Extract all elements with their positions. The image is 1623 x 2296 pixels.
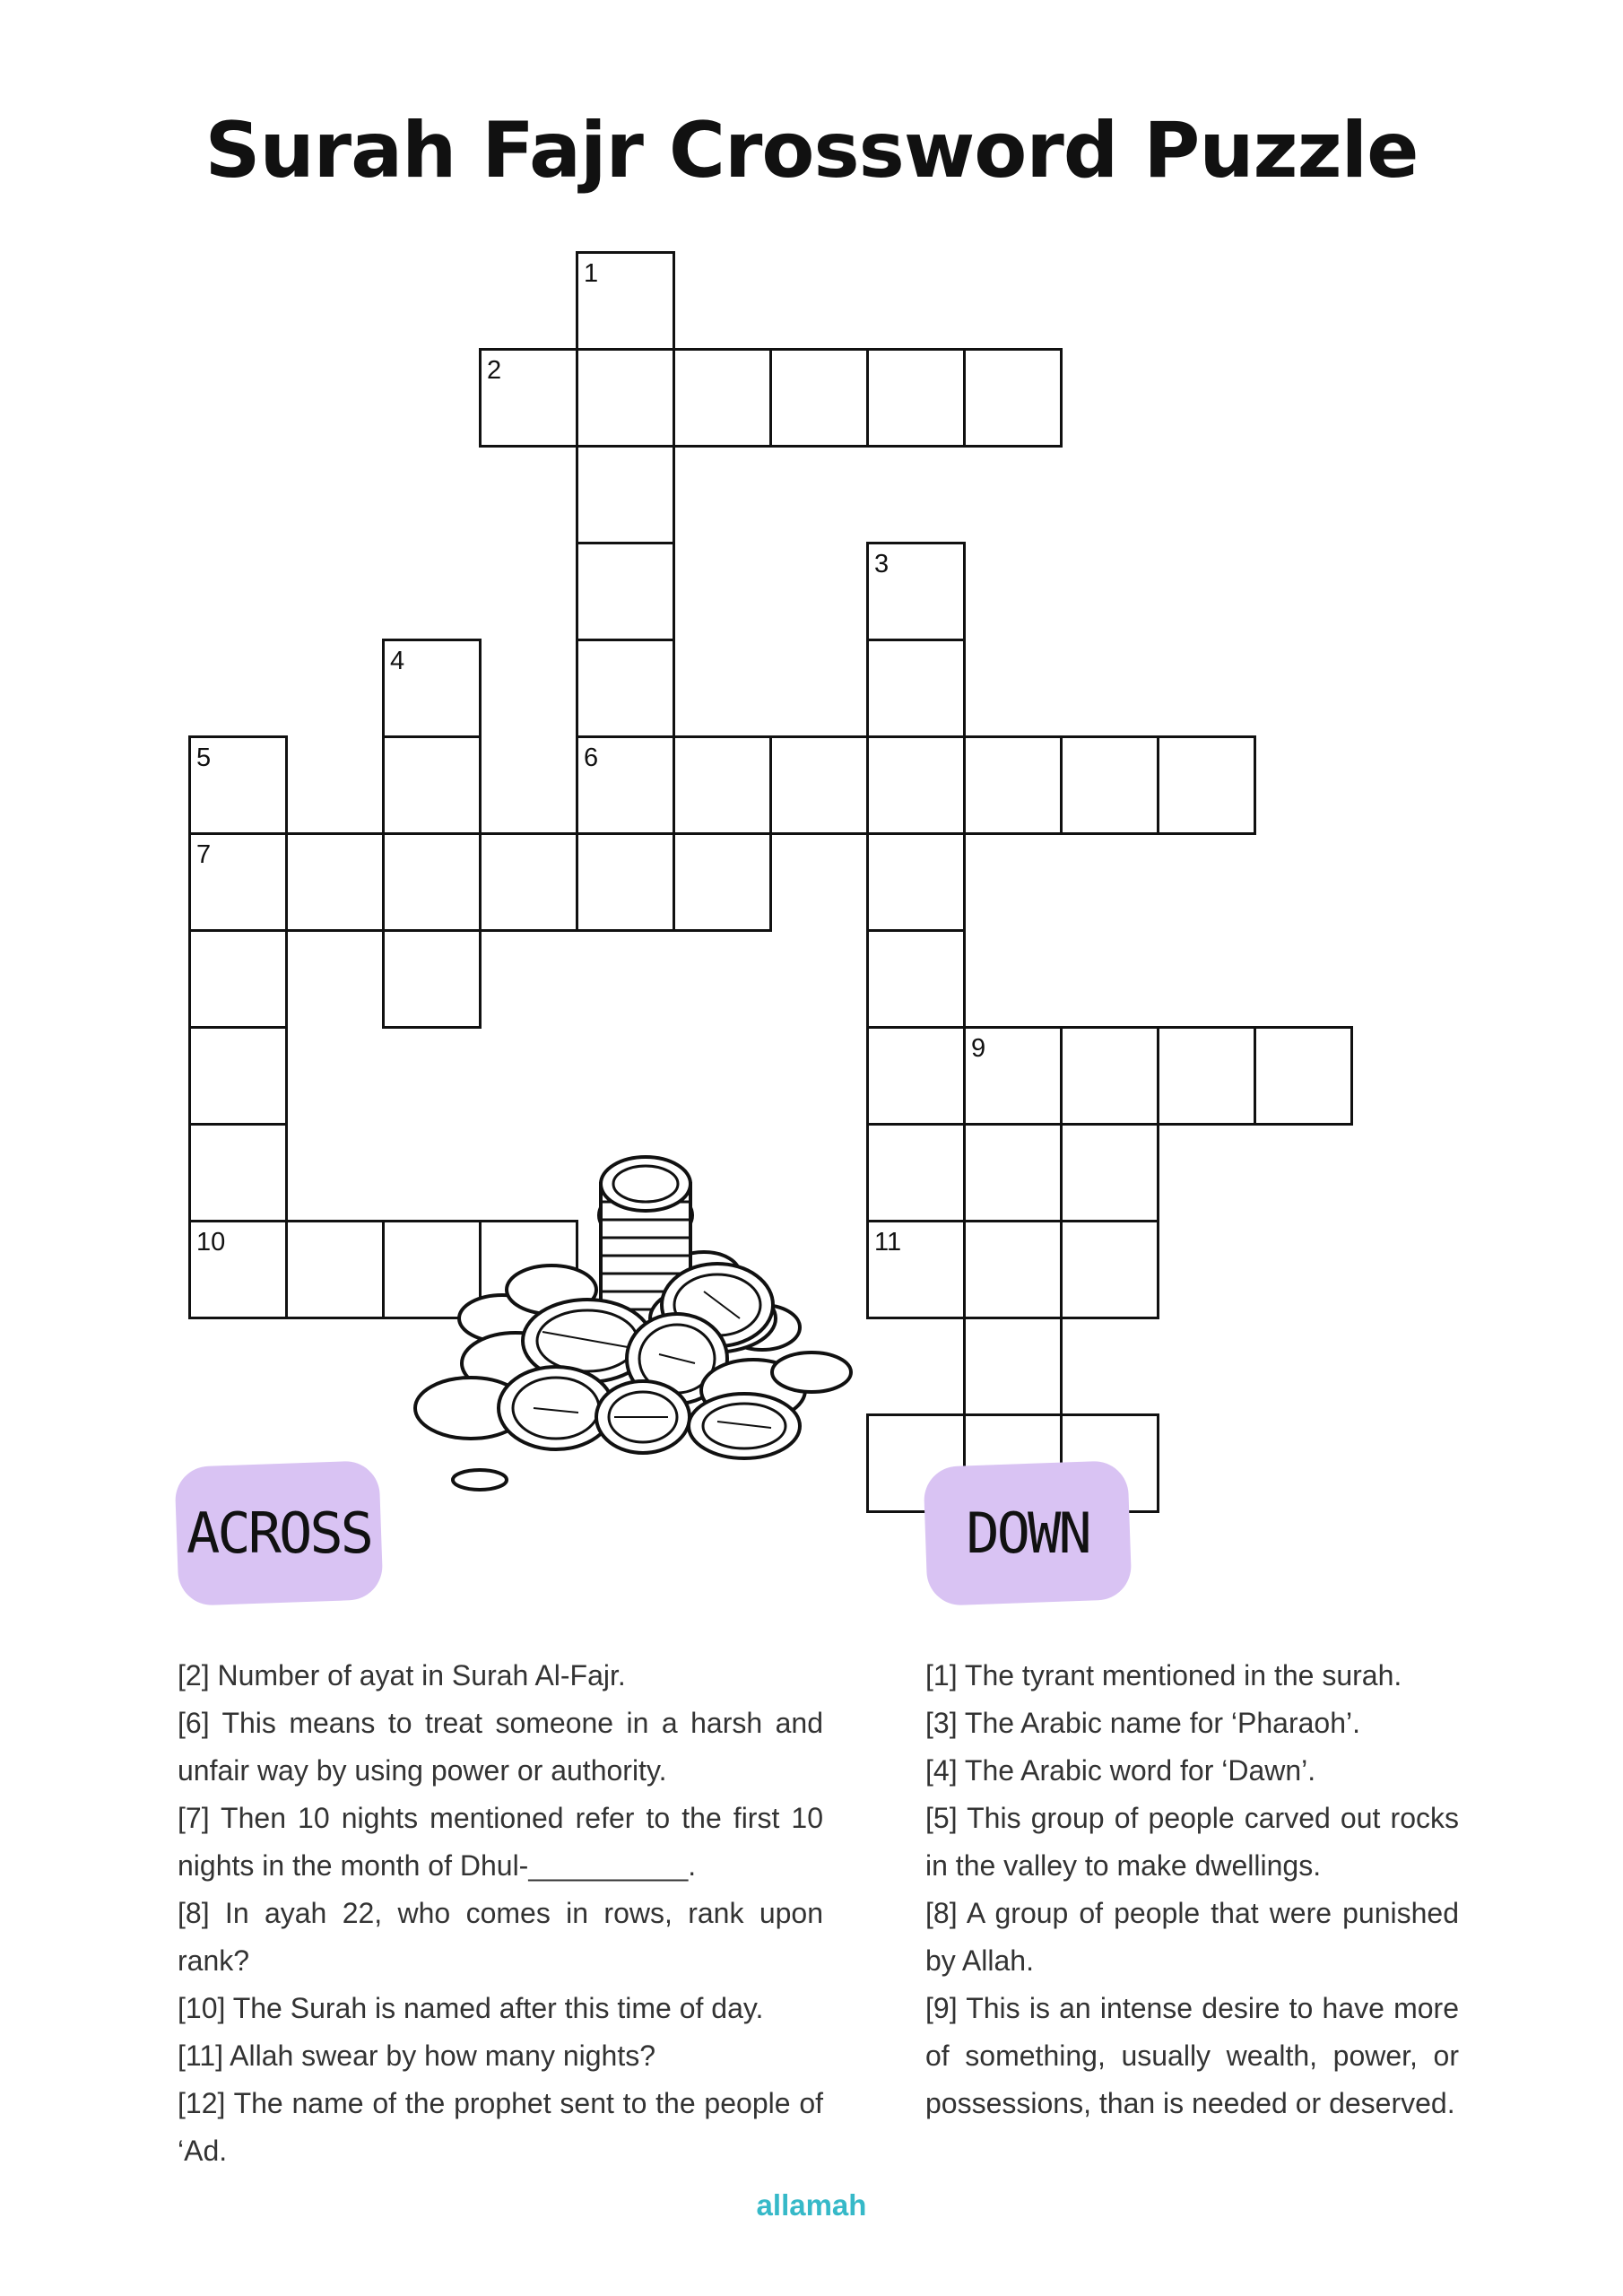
across-clue: [6] This means to treat someone in a harsh and unfair way by using power or authority. (178, 1707, 823, 1787)
across-clue: [12] The name of the prophet sent to the people of ‘Ad. (178, 2087, 823, 2167)
crossword-cell[interactable] (673, 832, 772, 932)
crossword-cell[interactable] (673, 735, 772, 835)
crossword-cell[interactable] (866, 542, 966, 641)
crossword-cell[interactable] (188, 735, 288, 835)
crossword-cell[interactable] (1060, 735, 1159, 835)
clue-number: 6 (584, 744, 599, 772)
crossword-cell[interactable] (1254, 1026, 1353, 1126)
crossword-cell[interactable] (866, 1123, 966, 1222)
clue-number: 2 (487, 356, 502, 385)
down-heading-label (923, 1460, 1132, 1606)
brand-logo: allamah (756, 2188, 867, 2222)
crossword-cell[interactable] (188, 1026, 288, 1126)
crossword-cell[interactable] (285, 832, 385, 932)
crossword-cell[interactable] (1060, 1123, 1159, 1222)
crossword-cell[interactable] (285, 1220, 385, 1319)
crossword-cell[interactable] (866, 639, 966, 738)
crossword-cell[interactable] (1157, 735, 1256, 835)
clue-number: 1 (584, 259, 599, 288)
crossword-cell[interactable] (1157, 1026, 1256, 1126)
crossword-cell[interactable] (673, 348, 772, 448)
crossword-cell[interactable] (866, 348, 966, 448)
crossword-cell[interactable] (866, 929, 966, 1029)
crossword-cell[interactable] (479, 832, 578, 932)
down-clue: [5] This group of people carved out rocks in the valley to make dwellings. (925, 1802, 1459, 1882)
across-heading-label (174, 1460, 383, 1606)
crossword-cell[interactable] (963, 735, 1063, 835)
down-clue: [4] The Arabic word for ‘Dawn’. (925, 1754, 1316, 1787)
crossword-cell[interactable] (382, 639, 482, 738)
crossword-cell[interactable] (576, 251, 675, 351)
clue-number: 11 (874, 1228, 902, 1257)
crossword-cell[interactable] (963, 1026, 1063, 1126)
crossword-cell[interactable] (188, 929, 288, 1029)
crossword-cell[interactable] (769, 735, 869, 835)
crossword-cell[interactable] (866, 1220, 966, 1319)
crossword-cell[interactable] (1060, 1220, 1159, 1319)
clue-number: 4 (390, 647, 405, 675)
crossword-cell[interactable] (866, 832, 966, 932)
clue-number: 10 (196, 1228, 226, 1257)
crossword-cell[interactable] (576, 832, 675, 932)
clue-number: 3 (874, 550, 890, 578)
crossword-cell[interactable] (188, 1123, 288, 1222)
crossword-cell[interactable] (1060, 1026, 1159, 1126)
crossword-cell[interactable] (769, 348, 869, 448)
down-clue: [3] The Arabic name for ‘Pharaoh’. (925, 1707, 1361, 1739)
down-heading: DOWN (966, 1500, 1089, 1566)
crossword-cell[interactable] (382, 832, 482, 932)
crossword-cell[interactable] (188, 832, 288, 932)
across-clue: [7] Then 10 nights mentioned refer to the first 10 nights in the month of Dhul-__________. (178, 1802, 823, 1882)
crossword-cell[interactable] (866, 1026, 966, 1126)
page-title: Surah Fajr Crossword Puzzle (204, 106, 1419, 196)
crossword-cell[interactable] (866, 735, 966, 835)
clue-number: 9 (971, 1034, 986, 1063)
crossword-cell[interactable] (576, 735, 675, 835)
down-clue: [1] The tyrant mentioned in the surah. (925, 1659, 1402, 1692)
clue-number: 5 (196, 744, 212, 772)
across-clue: [10] The Surah is named after this time of day. (178, 1992, 764, 2024)
across-clue: [11] Allah swear by how many nights? (178, 2039, 656, 2072)
crossword-cell[interactable] (576, 639, 675, 738)
across-clue: [2] Number of ayat in Surah Al-Fajr. (178, 1659, 626, 1692)
coin-pile-illustration (408, 1148, 861, 1502)
crossword-cell[interactable] (963, 1123, 1063, 1222)
across-heading: ACROSS (187, 1500, 371, 1566)
crossword-cell[interactable] (382, 735, 482, 835)
clue-number: 7 (196, 840, 212, 869)
crossword-cell[interactable] (963, 348, 1063, 448)
down-clue: [8] A group of people that were punished by Allah. (925, 1897, 1459, 1977)
across-clue: [8] In ayah 22, who comes in rows, rank upon rank? (178, 1897, 823, 1977)
crossword-cell[interactable] (382, 929, 482, 1029)
down-clue-list (925, 1652, 1459, 2127)
crossword-cell[interactable] (576, 348, 675, 448)
crossword-cell[interactable] (963, 1220, 1063, 1319)
crossword-cell[interactable] (576, 542, 675, 641)
down-clue: [9] This is an intense desire to have more of something, usually wealth, power, or possessions, than is needed or deserved. (925, 1992, 1459, 2119)
crossword-cell[interactable] (188, 1220, 288, 1319)
across-clue-list (178, 1652, 823, 2175)
crossword-cell[interactable] (479, 348, 578, 448)
crossword-cell[interactable] (576, 445, 675, 544)
crossword-cell[interactable] (963, 1317, 1063, 1416)
